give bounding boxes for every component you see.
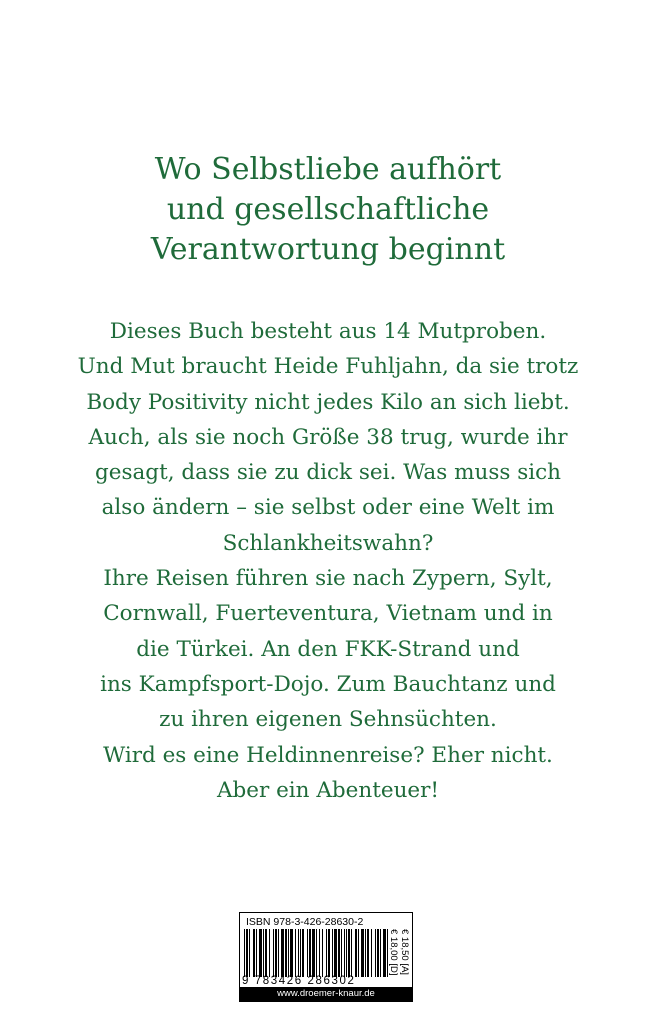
blurb-line: Cornwall, Fuerteventura, Vietnam und in bbox=[103, 601, 553, 627]
price-block bbox=[389, 927, 411, 985]
headline-line: und gesellschaftliche bbox=[166, 192, 490, 227]
isbn-barcode-block bbox=[239, 912, 413, 1002]
headline-line: Verantwortung beginnt bbox=[150, 232, 506, 267]
blurb-text bbox=[0, 314, 656, 808]
price-austria: € 18,50 [A] bbox=[399, 929, 410, 975]
publisher-url: www.droemer-knaur.de bbox=[240, 987, 412, 1001]
blurb-line: Body Positivity nicht jedes Kilo an sich liebt. bbox=[86, 389, 570, 415]
price-germany: € 18,00 [D] bbox=[388, 929, 399, 976]
blurb-line: gesagt, dass sie zu dick sei. Was muss sich bbox=[94, 460, 562, 486]
blurb-line: die Türkei. An den FKK-Strand und bbox=[136, 636, 520, 662]
blurb-line: ins Kampfsport-Dojo. Zum Bauchtanz und bbox=[100, 671, 556, 697]
barcode-icon bbox=[244, 929, 388, 977]
blurb-line: Aber ein Abenteuer! bbox=[216, 777, 440, 803]
barcode-digits: 9 783426 286302 bbox=[242, 975, 356, 987]
blurb-line: Auch, als sie noch Größe 38 trug, wurde ihr bbox=[88, 424, 568, 450]
blurb-line: also ändern – sie selbst oder eine Welt im bbox=[101, 495, 555, 521]
blurb-line: Schlankheitswahn? bbox=[222, 530, 434, 556]
blurb-line: Und Mut braucht Heide Fuhljahn, da sie trotz bbox=[77, 354, 579, 380]
blurb-line: Ihre Reisen führen sie nach Zypern, Sylt, bbox=[103, 566, 553, 592]
blurb-line: Wird es eine Heldinnenreise? Eher nicht. bbox=[103, 742, 553, 768]
blurb-line: zu ihren eigenen Sehnsüchten. bbox=[159, 707, 497, 733]
isbn-number: ISBN 978-3-426-28630-2 bbox=[246, 916, 364, 928]
blurb-line: Dieses Buch besteht aus 14 Mutproben. bbox=[109, 319, 547, 344]
headline bbox=[0, 150, 656, 270]
headline-line: Wo Selbstliebe aufhört bbox=[154, 152, 502, 187]
